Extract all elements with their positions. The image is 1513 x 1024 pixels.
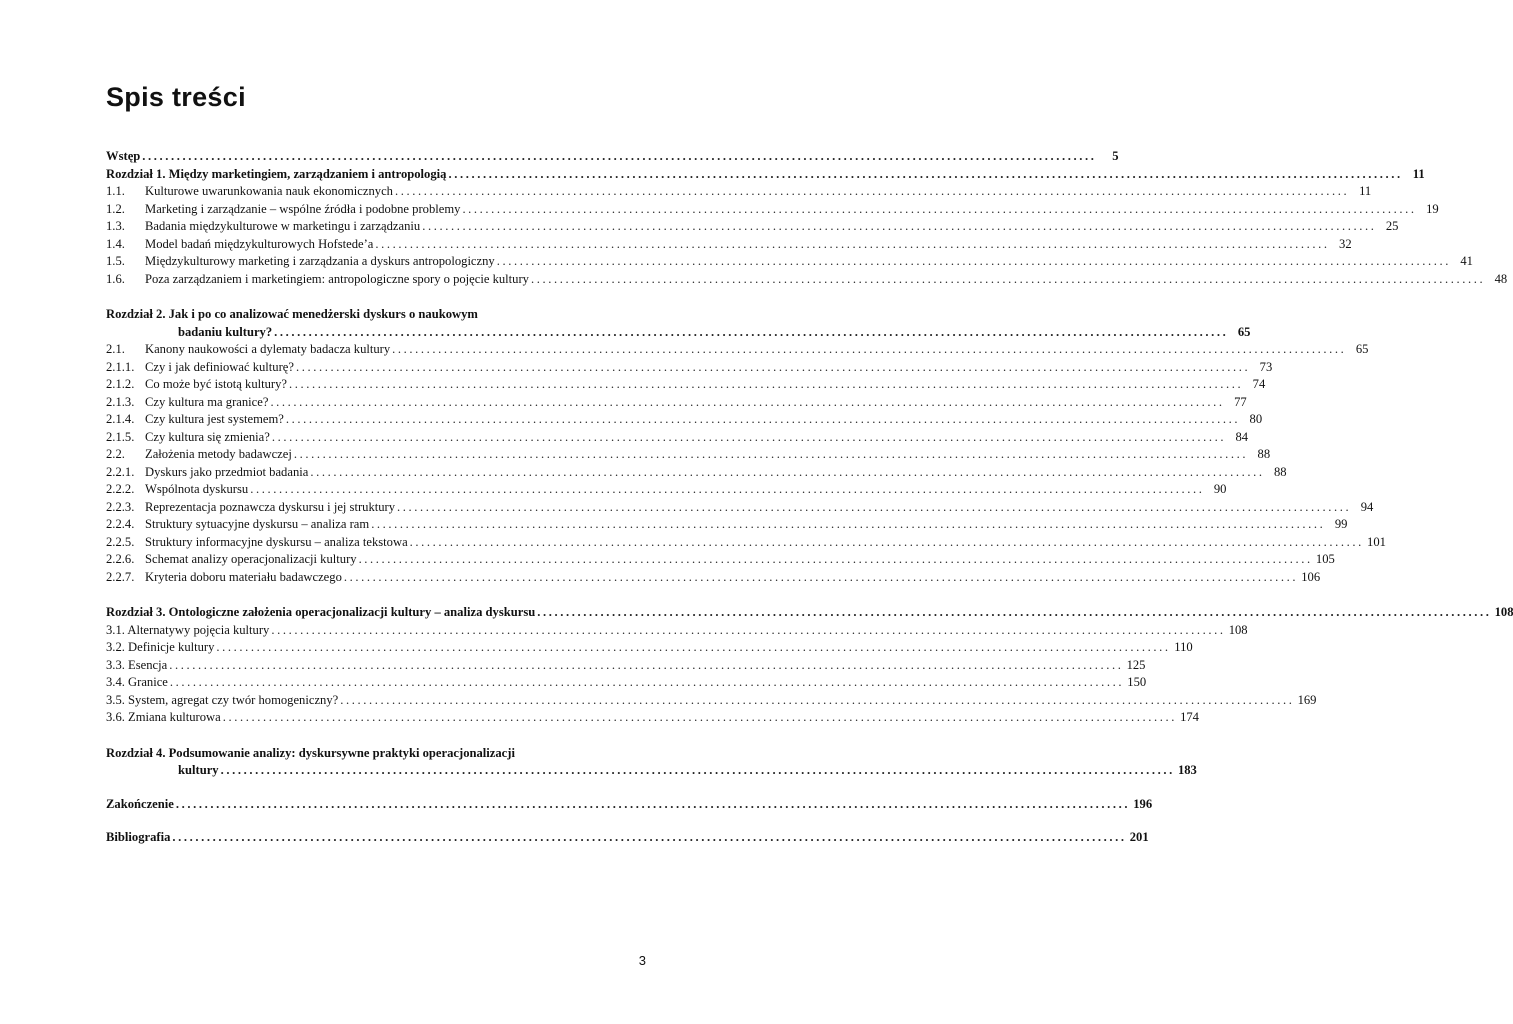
toc-label: Co może być istotą kultury? — [145, 377, 287, 391]
dot-leader: ...................................................................................................................................................................... — [169, 675, 1125, 689]
toc-page: 5 — [1112, 149, 1119, 163]
dot-leader: ...................................................................................................................................................................... — [530, 271, 1486, 286]
toc-label: Dyskurs jako przedmiot badania — [145, 464, 309, 479]
toc-page: 73 — [1259, 359, 1273, 374]
toc-entry-1-3[interactable] — [106, 218, 1399, 236]
toc-page: 80 — [1249, 412, 1263, 426]
toc-entry-chapter-3[interactable] — [106, 604, 1513, 622]
dot-leader: ...................................................................................................................................................................... — [216, 640, 1171, 654]
dot-leader: ...................................................................................................................................................................... — [295, 359, 1251, 374]
section-gap — [106, 780, 638, 796]
toc-number: 2.2.5. — [106, 534, 135, 549]
page-number: 3 — [638, 953, 646, 968]
toc-entry-2-1-4[interactable] — [106, 411, 1263, 429]
toc-label: 3.4. Granice — [106, 675, 168, 689]
toc-number: 1.3. — [106, 219, 125, 233]
toc-label: Rozdział 4. Podsumowanie analizy: dyskursywne praktyki operacjonalizacji — [106, 745, 515, 760]
toc-page: 174 — [1180, 710, 1199, 724]
section-gap — [106, 586, 638, 604]
toc-page: 48 — [1494, 271, 1508, 286]
dot-leader: ...................................................................................................................................................................... — [169, 657, 1124, 672]
toc-label: Poza zarządzaniem i marketingiem: antropologiczne spory o pojęcie kultury — [145, 271, 529, 286]
dot-leader: ...................................................................................................................................................................... — [285, 412, 1241, 426]
toc-entry-chapter-1[interactable] — [106, 166, 1425, 184]
toc-chapter-2-heading[interactable] — [106, 306, 638, 324]
toc-page: 65 — [1237, 324, 1251, 339]
toc-number: 1.2. — [106, 201, 125, 216]
toc-page: 41 — [1460, 254, 1473, 268]
toc-page: 19 — [1426, 201, 1439, 216]
toc-label: kultury — [178, 763, 219, 777]
toc-entry-wstep[interactable] — [106, 148, 1119, 166]
toc-page: 108 — [1228, 622, 1248, 637]
toc-label: Schemat analizy operacjonalizacji kultury — [145, 552, 357, 566]
toc-number: 2.1.4. — [106, 412, 135, 426]
toc-number: 1.5. — [106, 254, 125, 268]
dot-leader: ...................................................................................................................................................................... — [343, 569, 1299, 584]
toc-label: Czy kultura się zmienia? — [145, 429, 270, 444]
toc-entry-1-5[interactable] — [106, 253, 1473, 271]
toc-entry-2-2-1[interactable] — [106, 464, 1287, 482]
dot-leader: ...................................................................................................................................................................... — [142, 149, 1097, 163]
toc-page: 106 — [1301, 569, 1321, 584]
toc-page: 94 — [1360, 499, 1374, 514]
dot-leader: ...................................................................................................................................................................... — [394, 184, 1350, 198]
dot-leader: ...................................................................................................................................................................... — [462, 201, 1417, 216]
toc-page: 183 — [1177, 763, 1197, 777]
toc-entry-3-1[interactable] — [106, 622, 1248, 640]
toc-page: 11 — [1359, 184, 1372, 198]
dot-leader: ...................................................................................................................................................................... — [537, 605, 1492, 619]
dot-leader: ...................................................................................................................................................................... — [310, 464, 1265, 479]
toc-label: Wspólnota dyskursu — [145, 482, 249, 496]
toc-number: 2.2.7. — [106, 569, 135, 584]
toc-number: 2.1. — [106, 342, 125, 356]
toc-label: 3.2. Definicje kultury — [106, 640, 215, 654]
dot-leader: ...................................................................................................................................................................... — [409, 534, 1364, 549]
table-of-contents — [106, 148, 1513, 847]
toc-page: 11 — [1412, 166, 1425, 181]
toc-page: 150 — [1127, 675, 1147, 689]
toc-number: 2.2.2. — [106, 482, 135, 496]
toc-label: Zakończenie — [106, 796, 174, 811]
toc-entry-2-1-1[interactable] — [106, 359, 1273, 377]
toc-label: 3.1. Alternatywy pojęcia kultury — [106, 622, 270, 637]
toc-entry-2-1-3[interactable] — [106, 394, 1247, 412]
toc-entry-2-2-2[interactable] — [106, 481, 1227, 499]
toc-entry-bibliografia[interactable] — [106, 829, 1149, 847]
toc-number: 1.6. — [106, 271, 125, 286]
dot-leader: ...................................................................................................................................................................... — [172, 830, 1127, 844]
section-gap — [106, 813, 638, 829]
toc-label: Międzykulturowy marketing i zarządzania a dyskurs antropologiczny — [145, 254, 495, 268]
toc-page: 108 — [1494, 605, 1513, 619]
dot-leader: ...................................................................................................................................................................... — [270, 394, 1225, 409]
toc-number: 2.2.4. — [106, 517, 135, 531]
toc-label: Założenia metody badawczej — [145, 447, 292, 461]
toc-entry-1-6[interactable] — [106, 271, 1508, 289]
toc-number: 2.1.2. — [106, 377, 135, 391]
dot-leader: ...................................................................................................................................................................... — [375, 236, 1330, 251]
toc-entry-zakonczenie[interactable] — [106, 796, 1153, 814]
toc-entry-2-2-7[interactable] — [106, 569, 1321, 587]
toc-label: 3.3. Esencja — [106, 657, 168, 672]
toc-page: 125 — [1126, 657, 1146, 672]
toc-entry-3-6[interactable] — [106, 709, 1199, 727]
toc-page: 201 — [1129, 830, 1149, 844]
toc-label: Reprezentacja poznawcza dyskursu i jej struktury — [145, 499, 396, 514]
dot-leader: ...................................................................................................................................................................... — [274, 324, 1229, 339]
dot-leader: ...................................................................................................................................................................... — [448, 166, 1403, 181]
page-title: Spis treści — [106, 82, 246, 112]
dot-leader: ...................................................................................................................................................................... — [271, 622, 1226, 637]
toc-entry-2-2-4[interactable] — [106, 516, 1348, 534]
toc-label: Bibliografia — [106, 830, 171, 844]
toc-page: 169 — [1297, 692, 1317, 707]
toc-page: 88 — [1273, 464, 1287, 479]
toc-page: 25 — [1385, 219, 1399, 233]
toc-number: 1.1. — [106, 184, 125, 198]
toc-entry-2-2-5[interactable] — [106, 534, 1386, 552]
toc-page: 65 — [1355, 342, 1369, 356]
toc-label: 3.6. Zmiana kulturowa — [106, 710, 221, 724]
toc-entry-2-1-5[interactable] — [106, 429, 1249, 447]
toc-label: Kulturowe uwarunkowania nauk ekonomicznych — [145, 184, 393, 198]
toc-label: Wstęp — [106, 149, 141, 163]
toc-label: Kryteria doboru materiału badawczego — [145, 569, 342, 584]
toc-chapter-4-heading[interactable] — [106, 745, 638, 763]
toc-page: 101 — [1367, 534, 1386, 549]
toc-page: 105 — [1315, 552, 1335, 566]
toc-page: 77 — [1234, 394, 1247, 409]
dot-leader: ...................................................................................................................................................................... — [293, 447, 1249, 461]
toc-number: 2.1.5. — [106, 429, 135, 444]
toc-number: 1.4. — [106, 236, 125, 251]
toc-entry-3-3[interactable] — [106, 657, 1146, 675]
toc-number: 2.1.1. — [106, 359, 135, 374]
toc-entry-chapter-2[interactable] — [106, 324, 1251, 342]
toc-label: Struktury informacyjne dyskursu – analiza tekstowa — [145, 534, 408, 549]
dot-leader: ...................................................................................................................................................................... — [271, 429, 1227, 444]
toc-entry-2-2-6[interactable] — [106, 551, 1335, 569]
toc-entry-2-2[interactable] — [106, 446, 1271, 464]
dot-leader: ...................................................................................................................................................................... — [289, 377, 1244, 391]
dot-leader: ...................................................................................................................................................................... — [371, 517, 1326, 531]
toc-entry-2-1-2[interactable] — [106, 376, 1266, 394]
toc-page: 99 — [1334, 517, 1348, 531]
toc-label: Rozdział 3. Ontologiczne założenia operacjonalizacji kultury – analiza dyskursu — [106, 605, 536, 619]
dot-leader: ...................................................................................................................................................................... — [392, 342, 1347, 356]
toc-label: Struktury sytuacyjne dyskursu – analiza ram — [145, 517, 370, 531]
dot-leader: ...................................................................................................................................................................... — [220, 763, 1175, 777]
toc-page: 196 — [1133, 796, 1153, 811]
toc-label: Czy kultura jest systemem? — [145, 412, 284, 426]
toc-label: Rozdział 1. Między marketingiem, zarządzaniem i antropologią — [106, 166, 447, 181]
toc-label: Rozdział 2. Jak i po co analizować menedżerski dyskurs o naukowym — [106, 307, 478, 321]
toc-label: Czy i jak definiować kulturę? — [145, 359, 294, 374]
dot-leader: ...................................................................................................................................................................... — [496, 254, 1451, 268]
toc-entry-chapter-4[interactable] — [106, 762, 1197, 780]
toc-page: 110 — [1174, 640, 1193, 654]
dot-leader: ...................................................................................................................................................................... — [222, 710, 1177, 724]
toc-number: 2.2.1. — [106, 464, 135, 479]
toc-label: Czy kultura ma granice? — [145, 394, 269, 409]
toc-entry-1-2[interactable] — [106, 201, 1439, 219]
toc-number: 2.2.3. — [106, 499, 135, 514]
toc-page: 90 — [1213, 482, 1227, 496]
toc-entry-3-4[interactable] — [106, 674, 1147, 692]
dot-leader: ...................................................................................................................................................................... — [422, 219, 1377, 233]
toc-entry-1-1[interactable] — [106, 183, 1372, 201]
toc-label: Badania międzykulturowe w marketingu i zarządzaniu — [145, 219, 421, 233]
toc-label: 3.5. System, agregat czy twór homogeniczny? — [106, 692, 339, 707]
toc-label: Marketing i zarządzanie – wspólne źródła i podobne problemy — [145, 201, 461, 216]
toc-label: Model badań międzykulturowych Hofstede’a — [145, 236, 374, 251]
toc-page: 84 — [1235, 429, 1249, 444]
toc-page: 88 — [1257, 447, 1271, 461]
toc-entry-2-2-3[interactable] — [106, 499, 1374, 517]
toc-entry-1-4[interactable] — [106, 236, 1352, 254]
toc-label: Kanony naukowości a dylematy badacza kultury — [145, 342, 391, 356]
section-gap — [106, 727, 638, 745]
dot-leader: ...................................................................................................................................................................... — [175, 796, 1131, 811]
section-gap — [106, 288, 638, 306]
toc-page: 32 — [1339, 236, 1352, 251]
dot-leader: ...................................................................................................................................................................... — [340, 692, 1295, 707]
toc-number: 2.2.6. — [106, 552, 135, 566]
dot-leader: ...................................................................................................................................................................... — [250, 482, 1205, 496]
dot-leader: ...................................................................................................................................................................... — [358, 552, 1313, 566]
dot-leader: ...................................................................................................................................................................... — [397, 499, 1352, 514]
toc-entry-3-5[interactable] — [106, 692, 1317, 710]
toc-entry-3-2[interactable] — [106, 639, 1193, 657]
toc-entry-2-1[interactable] — [106, 341, 1369, 359]
toc-label: badaniu kultury? — [178, 324, 273, 339]
toc-number: 2.2. — [106, 447, 125, 461]
toc-page: 74 — [1252, 377, 1266, 391]
toc-number: 2.1.3. — [106, 394, 135, 409]
